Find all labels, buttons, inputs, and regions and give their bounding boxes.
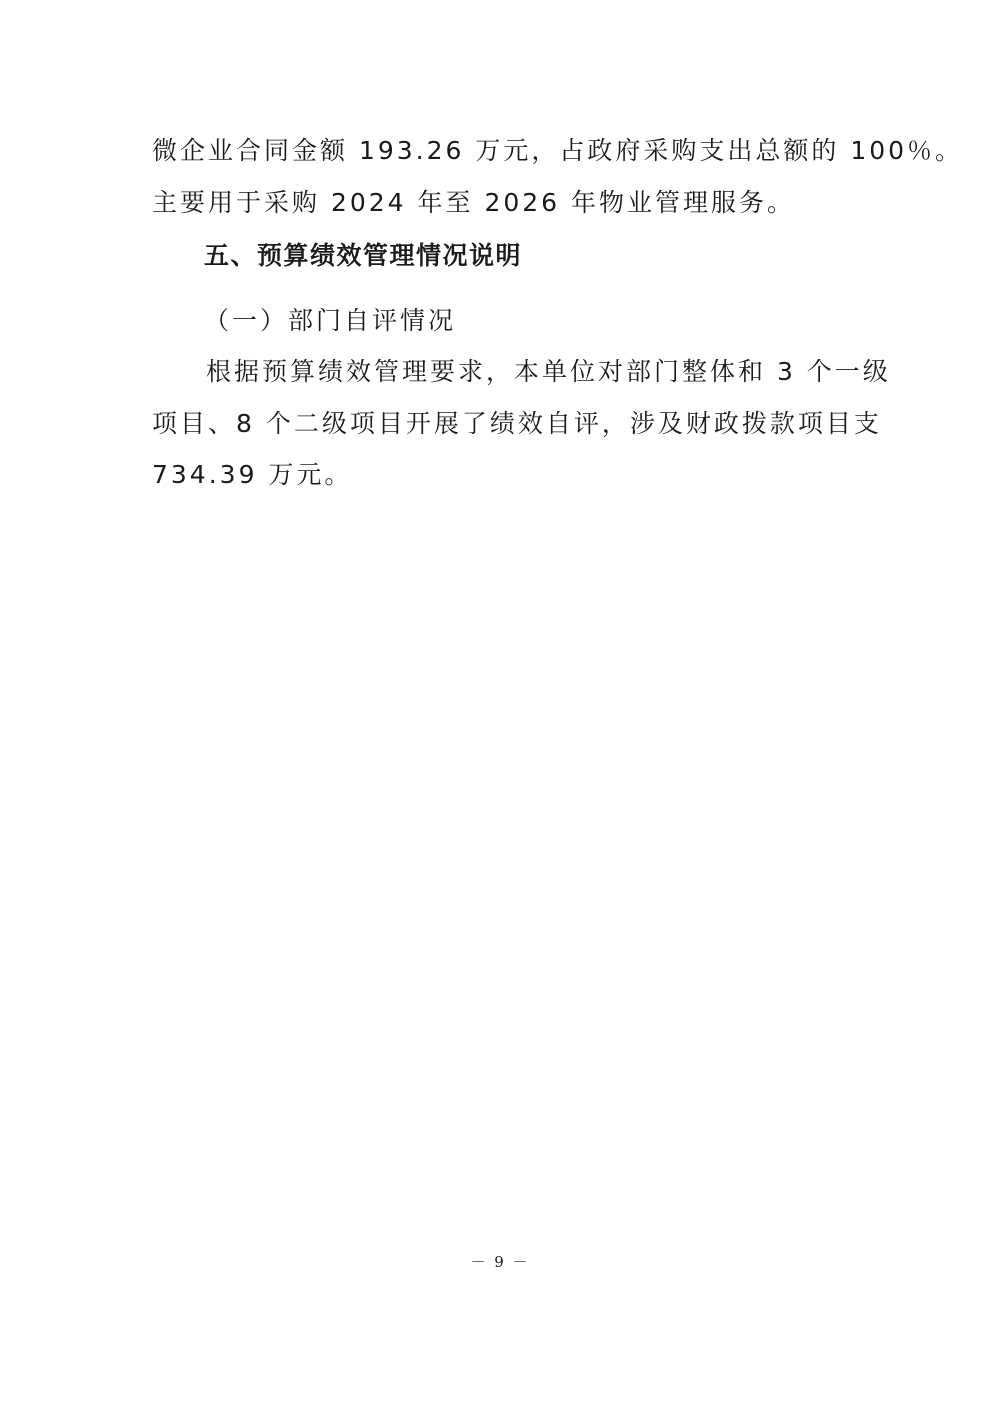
paragraph-line: 项目、8 个二级项目开展了绩效自评，涉及财政拨款项目支 xyxy=(152,409,882,438)
page-number: － 9 － xyxy=(470,1253,530,1271)
paragraph-line: 主要用于采购 2024 年至 2026 年物业管理服务。 xyxy=(152,188,796,217)
paragraph-line: 734.39 万元。 xyxy=(152,460,353,489)
section-heading: 五、预算绩效管理情况说明 xyxy=(204,241,523,270)
subsection-heading: （一）部门自评情况 xyxy=(204,306,457,335)
paragraph-line: 根据预算绩效管理要求，本单位对部门整体和 3 个一级 xyxy=(206,357,891,386)
paragraph-line: 微企业合同金额 193.26 万元，占政府采购支出总额的 100％。 xyxy=(152,136,964,165)
